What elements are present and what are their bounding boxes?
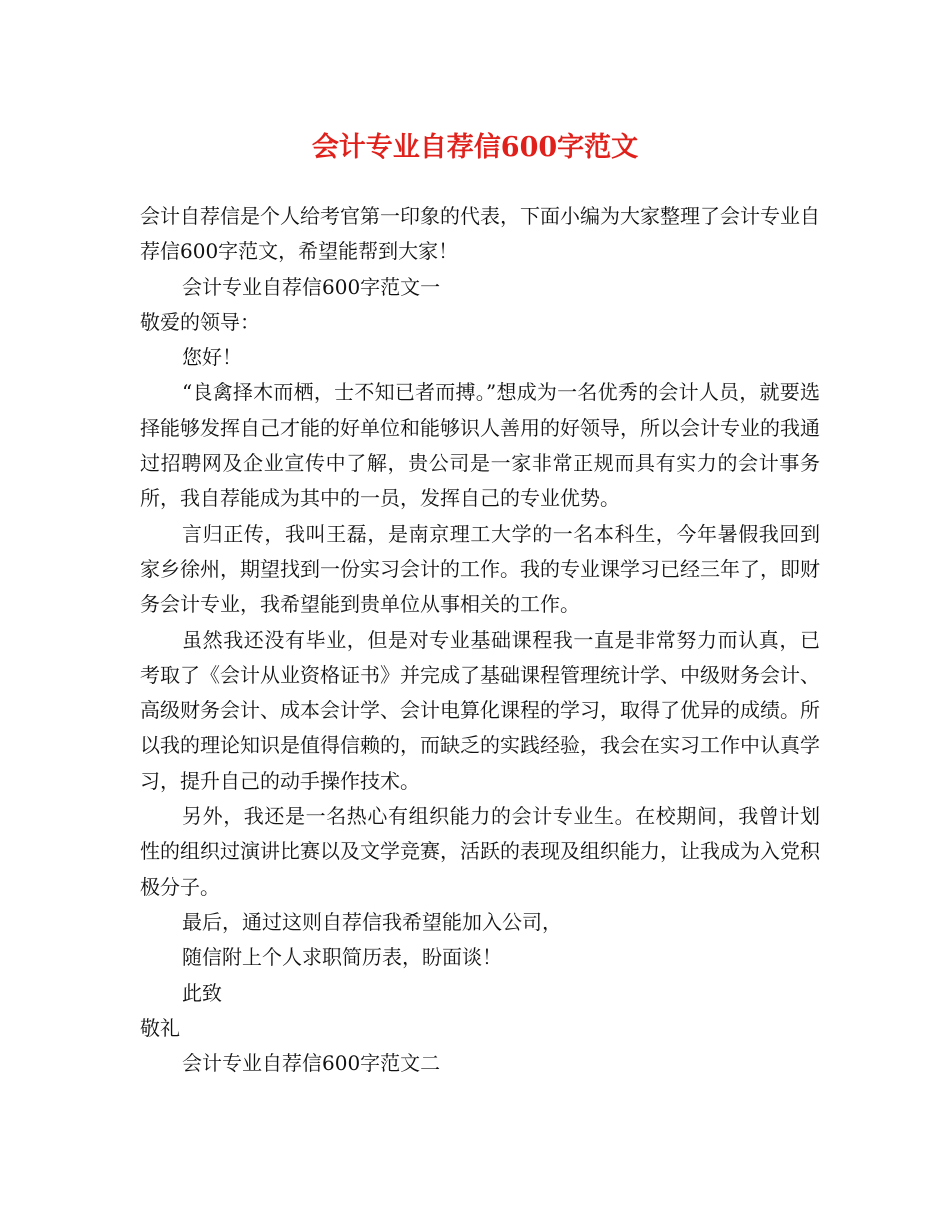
- paragraph-body-4: 另外，我还是一名热心有组织能力的会计专业生。在校期间，我曾计划性的组织过演讲比赛以及文学竞赛，活跃的表现及组织能力，让我成为入党积极分子。: [140, 804, 820, 899]
- paragraph-section-two-heading: 会计专业自荐信600字范文二: [182, 1051, 441, 1076]
- paragraph-body-3: 虽然我还没有毕业，但是对专业基础课程我一直是非常努力而认真，已考取了《会计从业资格证书》并完成了基础课程管理统计学、中级财务会计、高级财务会计、成本会计学、会计电算化课程的学习，取得了优异的成绩。所以我的理论知识是值得信赖的，而缺乏的实践经验，我会在实习工作中认真学习，提升自己的动手操作技术。: [140, 627, 820, 793]
- paragraph-intro: 会计自荐信是个人给考官第一印象的代表，下面小编为大家整理了会计专业自荐信600字范文，希望能帮到大家！: [140, 204, 820, 264]
- document-body: [140, 199, 820, 1081]
- document-title: 会计专业自荐信600字范文: [311, 132, 639, 163]
- paragraph-closing-cizhi: 此致: [182, 980, 222, 1005]
- paragraph-greeting: 您好！: [182, 345, 242, 370]
- paragraph-body-2: 言归正传，我叫王磊，是南京理工大学的一名本科生，今年暑假我回到家乡徐州，期望找到一份实习会计的工作。我的专业课学习已经三年了，即财务会计专业，我希望能到贵单位从事相关的工作。: [140, 521, 820, 617]
- paragraph-body-1: “良禽择木而栖，士不知已者而搏。”想成为一名优秀的会计人员，就要选择能够发挥自己才能的好单位和能够识人善用的好领导，所以会计专业的我通过招聘网及企业宣传中了解，贵公司是一家非常正规而具有实力的会计事务所，我自荐能成为其中的一员，发挥自己的专业优势。: [140, 380, 820, 511]
- paragraph-closing-1: 最后，通过这则自荐信我希望能加入公司，: [182, 909, 562, 934]
- paragraph-section-one-heading: 会计专业自荐信600字范文一: [182, 274, 441, 299]
- paragraph-salutation: 敬爱的领导：: [140, 309, 260, 334]
- paragraph-closing-jingli: 敬礼: [140, 1015, 180, 1040]
- paragraph-closing-2: 随信附上个人求职简历表，盼面谈！: [182, 945, 502, 970]
